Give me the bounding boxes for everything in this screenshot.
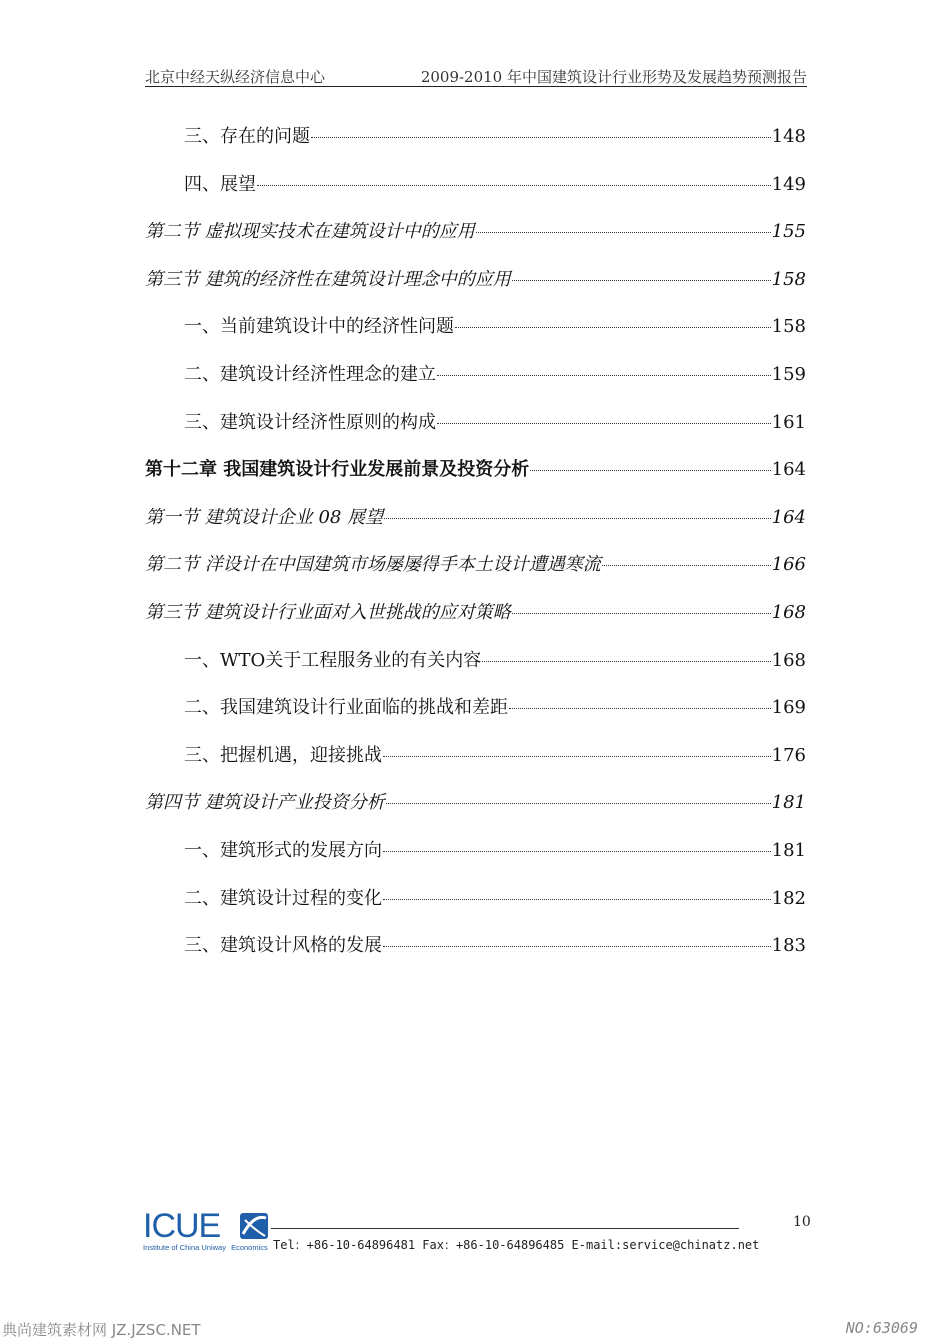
toc-entry-page: 155 — [771, 221, 806, 243]
toc-entry-page: 166 — [771, 554, 806, 576]
toc-entry-title: 第三节 建筑设计行业面对入世挑战的应对策略 — [145, 602, 511, 623]
toc-entry — [184, 122, 806, 150]
toc-entry — [145, 598, 806, 626]
toc-leader-dots — [257, 185, 771, 186]
toc-entry-title: 第一节 建筑设计企业 08 展望 — [145, 506, 384, 528]
toc-entry-title: 第三节 建筑的经济性在建筑设计理念中的应用 — [145, 268, 511, 290]
toc-entry — [184, 646, 806, 674]
toc-entry-page: 148 — [771, 126, 806, 147]
logo-text: ICUE — [143, 1207, 221, 1245]
toc-entry-title: 三、把握机遇，迎接挑战 — [184, 744, 382, 766]
toc-leader-dots — [476, 232, 771, 233]
toc-entry — [184, 693, 806, 721]
toc-entry-page: 182 — [771, 887, 806, 909]
toc-leader-dots — [512, 613, 771, 614]
toc-entry-title: 四、展望 — [184, 173, 256, 195]
header-report-title: 2009-2010 年中国建筑设计行业形势及发展趋势预测报告 — [420, 68, 807, 86]
icue-logo — [143, 1208, 270, 1254]
toc-entry — [145, 788, 806, 816]
toc-entry-page: 181 — [771, 792, 806, 814]
toc-entry-page: 158 — [771, 268, 806, 290]
toc-entry-title: 第二节 虚拟现实技术在建筑设计中的应用 — [145, 221, 475, 243]
page-number: 10 — [793, 1214, 811, 1230]
toc-leader-dots — [437, 423, 771, 424]
toc-leader-dots — [602, 565, 771, 566]
toc-leader-dots — [311, 137, 771, 138]
toc-entry-title: 一、建筑形式的发展方向 — [184, 840, 382, 861]
toc-entry-page: 168 — [771, 649, 806, 671]
logo-subtitle-right: Economics — [231, 1243, 268, 1252]
toc-entry — [184, 360, 806, 388]
watermark-number: NO:63069 — [845, 1319, 918, 1337]
page-footer — [143, 1208, 808, 1258]
page-header — [145, 64, 807, 87]
toc-leader-dots — [437, 375, 771, 376]
toc-entry-title: 二、我国建筑设计行业面临的挑战和差距 — [184, 697, 508, 719]
toc-leader-dots — [383, 899, 771, 900]
toc-leader-dots — [386, 803, 771, 804]
toc-entry — [184, 836, 806, 864]
toc-entry-title: 一、当前建筑设计中的经济性问题 — [184, 316, 454, 338]
header-organization: 北京中经天纵经济信息中心 — [145, 68, 326, 86]
toc-entry-title: 一、WTO关于工程服务业的有关内容 — [184, 649, 482, 671]
toc-entry — [145, 265, 806, 293]
toc-entry-page: 149 — [771, 173, 806, 195]
toc-entry — [184, 741, 806, 769]
toc-entry-title: 三、存在的问题 — [184, 126, 310, 147]
footer-contact: Tel：+86-10-64896481 Fax：+86-10-64896485 E-mail:service@chinatz.net — [273, 1238, 760, 1252]
toc-leader-dots — [383, 851, 771, 852]
logo-subtitle — [143, 1243, 268, 1252]
toc-entry-title: 第二节 洋设计在中国建筑市场屡屡得手本土设计遭遇寒流 — [145, 554, 601, 576]
logo-subtitle-left: Institute of China Uniway — [143, 1243, 226, 1252]
toc-entry-title: 二、建筑设计过程的变化 — [184, 887, 382, 909]
toc-entry-title: 二、建筑设计经济性理念的建立 — [184, 364, 436, 385]
watermark-site: 典尚建筑素材网 JZ.JZSC.NET — [2, 1321, 201, 1339]
toc-leader-dots — [383, 946, 771, 947]
logo-swoosh-icon — [239, 1212, 269, 1240]
toc-leader-dots — [512, 280, 771, 281]
toc-entry-title: 第十二章 我国建筑设计行业发展前景及投资分析 — [145, 459, 530, 481]
toc-entry — [184, 408, 806, 436]
toc-entry-page: 183 — [771, 935, 806, 957]
toc-entry — [145, 217, 806, 245]
toc-entry-page: 164 — [771, 506, 806, 528]
toc-leader-dots — [384, 518, 771, 519]
toc-entry — [145, 550, 806, 578]
toc-entry-title: 三、建筑设计经济性原则的构成 — [184, 411, 436, 433]
toc-leader-dots — [482, 661, 770, 662]
toc-entry-page: 164 — [771, 459, 806, 481]
footer-divider — [271, 1228, 739, 1229]
toc-entry — [145, 455, 806, 483]
toc-entry-title: 第四节 建筑设计产业投资分析 — [145, 792, 385, 814]
toc-entry — [184, 312, 806, 340]
toc-entry-page: 159 — [771, 364, 806, 385]
toc-entry-page: 176 — [771, 744, 806, 766]
toc-leader-dots — [530, 470, 770, 471]
toc-entry-page: 169 — [771, 697, 806, 719]
toc-entry — [184, 931, 806, 959]
toc-entry-page: 181 — [771, 840, 806, 861]
toc-leader-dots — [455, 327, 771, 328]
toc-entry — [184, 170, 806, 198]
toc-leader-dots — [383, 756, 771, 757]
toc-entry-page: 168 — [771, 602, 806, 623]
toc-entry — [145, 503, 806, 531]
toc-entry — [184, 884, 806, 912]
toc-leader-dots — [509, 708, 771, 709]
toc-entry-page: 158 — [771, 316, 806, 338]
toc-entry-title: 三、建筑设计风格的发展 — [184, 935, 382, 957]
toc-entry-page: 161 — [771, 411, 806, 433]
